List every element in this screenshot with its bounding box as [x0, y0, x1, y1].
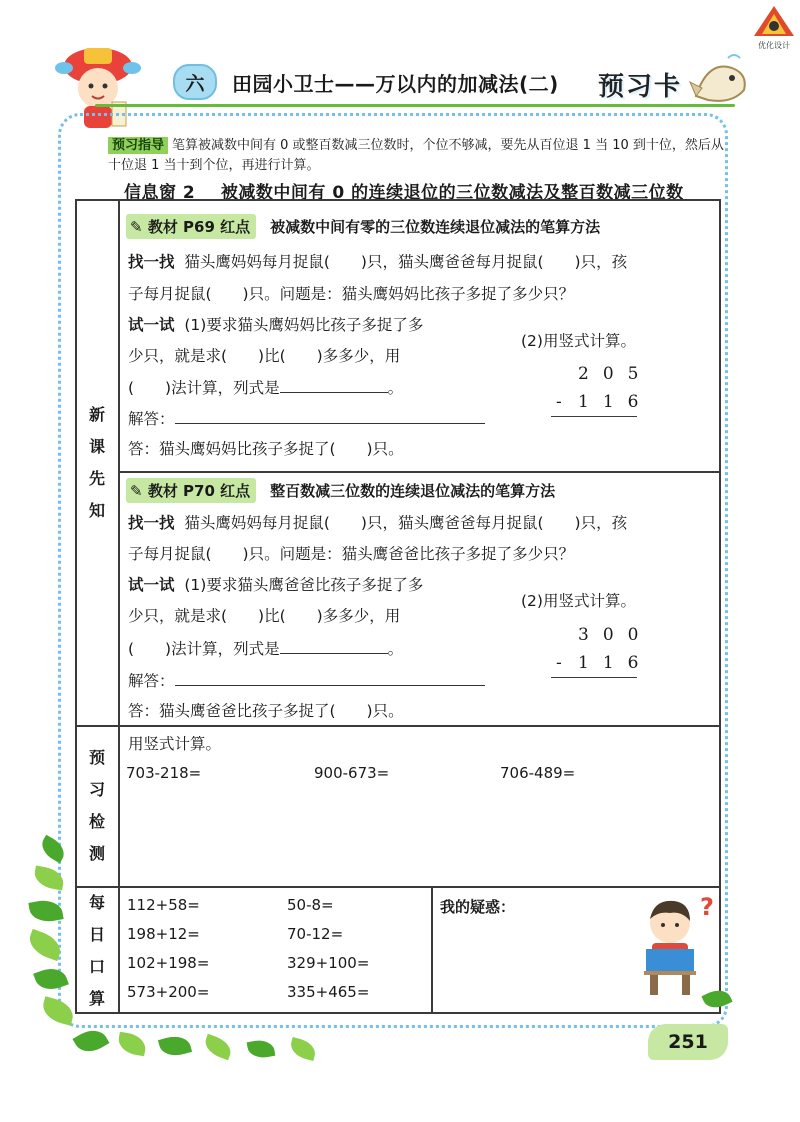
section-p70-answer-blank[interactable] [175, 669, 485, 686]
section-p70-try-line2: 少只，就是求( )比( )多多少，用 [128, 607, 401, 625]
section-p69-answer-blank[interactable] [175, 407, 485, 424]
leaf-icon [288, 1037, 318, 1061]
section-p70-formula-blank[interactable] [280, 637, 388, 654]
unit-title: 田园小卫士——万以内的加减法(二) [232, 72, 559, 96]
leaf-icon [247, 1038, 276, 1060]
section-p70-minus: - [556, 653, 576, 673]
oral-col1-row3: 102+198= [127, 954, 210, 972]
section-p69-bottom-number: 116 [578, 392, 653, 412]
logo-triangle-icon [752, 4, 796, 38]
section-p70-calc-line [551, 677, 637, 678]
my-question-label: 我的疑惑： [440, 898, 516, 916]
section-p70-answer-line: 答：猫头鹰爸爸比孩子多捉了( )只。 [128, 702, 404, 720]
boy-reading-icon [630, 893, 722, 1003]
card-title: 预习卡 [598, 72, 683, 102]
preview-guide [108, 136, 728, 176]
oral-col2-row2: 70-12= [287, 925, 344, 943]
info-window-title: 信息窗 2 被减数中间有 0 的连续退位的三位数减法及整百数减三位数 [124, 183, 684, 203]
section-p70-answer: 解答： [128, 669, 485, 692]
section-p69-vertical-label: (2)用竖式计算。 [521, 332, 636, 350]
section-p69-find-line2: 子每月捉鼠( )只。问题是：猫头鹰妈妈比孩子多捉了多少只？ [128, 285, 575, 303]
side-label-new-lesson: 新 课 先 知 [88, 404, 105, 520]
leaf-icon [158, 1032, 192, 1059]
section-p69 [126, 214, 716, 239]
section-p69-heading: 被减数中间有零的三位数连续退位减法的笔算方法 [270, 218, 601, 236]
oral-divider [431, 886, 433, 1014]
question-mark-icon: ? [700, 893, 714, 921]
oral-col1-row2: 198+12= [127, 925, 200, 943]
oral-col1-row1: 112+58= [127, 896, 200, 914]
pencil-icon: ✎ [130, 482, 143, 500]
section-divider-1 [118, 471, 721, 473]
unit-number: 六 [185, 72, 205, 95]
side-label-preview-check: 预 习 检 测 [88, 748, 105, 863]
side-label-daily-oral: 每 日 口 算 [88, 892, 105, 1008]
section-p70-vertical-label: (2)用竖式计算。 [521, 592, 636, 610]
preview-check-problem-3: 706-489= [500, 764, 576, 782]
row-divider-oral [75, 886, 721, 888]
section-p70-try-line3: ( )法计算，列式是 。 [128, 637, 403, 660]
section-p70-find-line2: 子每月捉鼠( )只。问题是：猫头鹰爸爸比孩子多捉了多少只？ [128, 545, 575, 563]
section-p69-answer-line: 答：猫头鹰妈妈比孩子多捉了( )只。 [128, 440, 404, 458]
section-p69-calc-line [551, 416, 637, 417]
section-p69-try-line1: 试一试 (1)要求猫头鹰妈妈比孩子多捉了多 [128, 316, 424, 334]
corner-logo [752, 4, 796, 48]
unit-number-badge [173, 64, 217, 100]
preview-guide-text: 笔算被减数中间有 0 或整百数减三位数时，个位不够减，要先从百位退 1 当 10 到十位，然后从十位退 1 当十到个位，再进行计算。 [108, 138, 724, 173]
section-p69-find-line1: 找一找 猫头鹰妈妈每月捉鼠( )只，猫头鹰爸爸每月捉鼠( )只，孩 [128, 253, 628, 271]
oral-col2-row3: 329+100= [287, 954, 370, 972]
preview-check-problem-1: 703-218= [126, 764, 202, 782]
section-p69-try-line3: ( )法计算，列式是 。 [128, 376, 403, 399]
corner-logo-text: 优化设计 [758, 41, 790, 50]
preview-check-instruction: 用竖式计算。 [128, 735, 222, 753]
section-p69-top-number: 205 [578, 364, 653, 384]
section-p70-bottom-number: 116 [578, 653, 653, 673]
preview-guide-tag: 预习指导 [108, 137, 168, 154]
page-number: 251 [648, 1024, 728, 1060]
leaf-icon [116, 1032, 147, 1057]
section-p70-tag: ✎ 教材 P70 红点 [126, 478, 256, 503]
row-divider-check [75, 725, 721, 727]
section-p69-minus: - [556, 392, 576, 412]
fish-mascot-icon [688, 52, 752, 108]
oral-col2-row1: 50-8= [287, 896, 334, 914]
oral-col1-row4: 573+200= [127, 983, 210, 1001]
section-p69-formula-blank[interactable] [280, 376, 388, 393]
pencil-icon: ✎ [130, 218, 143, 236]
preview-check-problem-2: 900-673= [314, 764, 390, 782]
section-p70-top-number: 300 [578, 625, 653, 645]
section-p70-find-line1: 找一找 猫头鹰妈妈每月捉鼠( )只，猫头鹰爸爸每月捉鼠( )只，孩 [128, 514, 628, 532]
section-p69-try-line2: 少只，就是求( )比( )多多少，用 [128, 347, 401, 365]
section-p69-tag: ✎ 教材 P69 红点 [126, 214, 256, 239]
leaf-icon [73, 1024, 110, 1058]
oral-col2-row4: 335+465= [287, 983, 370, 1001]
section-p69-answer: 解答： [128, 407, 485, 430]
section-p70-heading: 整百数减三位数的连续退位减法的笔算方法 [270, 482, 556, 500]
header-divider [95, 104, 735, 107]
leaf-icon [202, 1034, 234, 1060]
section-p70 [126, 478, 716, 503]
section-p70-try-line1: 试一试 (1)要求猫头鹰爸爸比孩子多捉了多 [128, 576, 424, 594]
